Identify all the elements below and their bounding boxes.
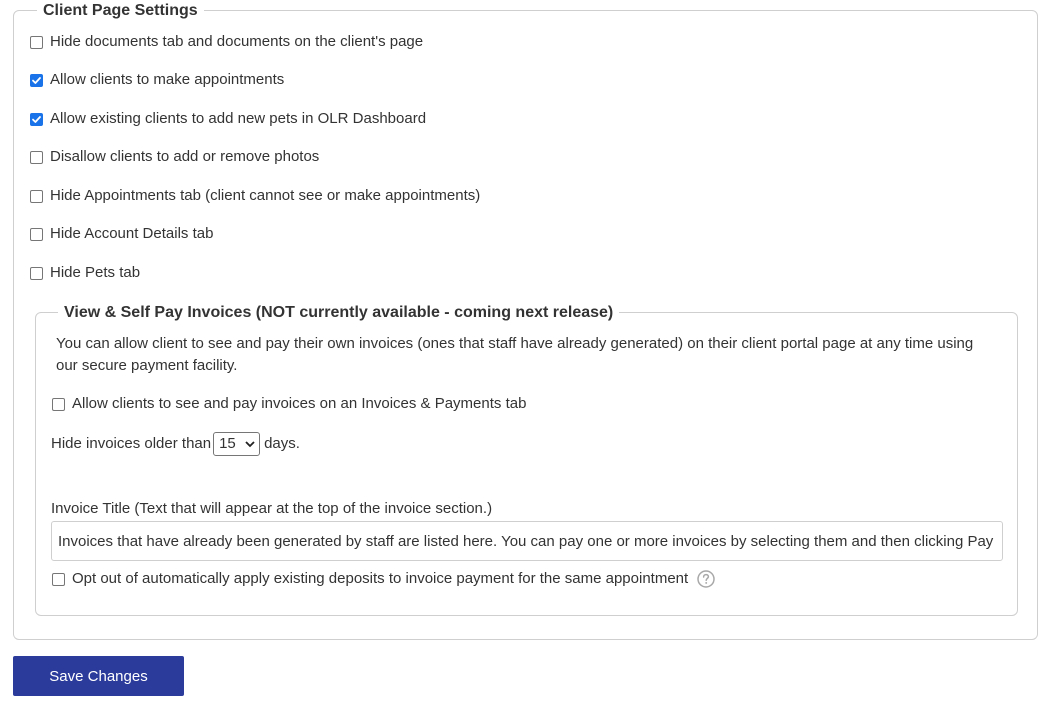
hide-appointments-tab-label: Hide Appointments tab (client cannot see or make appointments) xyxy=(50,187,481,204)
opt-out-deposits-label: Opt out of automatically apply existing deposits to invoice payment for the same appointment xyxy=(72,570,689,587)
hide-documents-checkbox[interactable] xyxy=(30,36,43,49)
invoices-description: You can allow client to see and pay their own invoices (ones that staff have already generated) on their client portal page at any time using our secure payment facility. xyxy=(56,335,974,374)
hide-older-invoices-row xyxy=(51,432,300,456)
hide-account-details-option[interactable] xyxy=(30,224,213,244)
client-page-settings-fieldset xyxy=(13,2,1038,640)
opt-out-deposits-option[interactable] xyxy=(52,569,715,589)
disallow-photos-option[interactable] xyxy=(30,147,319,167)
save-changes-button[interactable]: Save Changes xyxy=(13,656,184,696)
chevron-down-icon xyxy=(245,434,255,454)
allow-pay-invoices-option[interactable] xyxy=(52,394,526,414)
days-select-value: 15 xyxy=(219,435,236,452)
hide-pets-tab-checkbox[interactable] xyxy=(30,267,43,280)
hide-appointments-tab-option[interactable] xyxy=(30,186,480,206)
opt-out-deposits-checkbox[interactable] xyxy=(52,573,65,586)
hide-documents-option[interactable] xyxy=(30,32,423,52)
allow-pay-invoices-label: Allow clients to see and pay invoices on an Invoices & Payments tab xyxy=(72,395,527,412)
hide-pets-tab-label: Hide Pets tab xyxy=(50,264,141,281)
invoices-fieldset xyxy=(35,304,1018,616)
invoice-title-label: Invoice Title (Text that will appear at the top of the invoice section.) xyxy=(51,500,493,517)
hide-documents-label: Hide documents tab and documents on the client's page xyxy=(50,33,424,50)
client-page-settings-legend: Client Page Settings xyxy=(37,1,204,21)
days-select[interactable] xyxy=(213,432,260,456)
allow-add-pets-checkbox[interactable] xyxy=(30,113,43,126)
hide-account-details-label: Hide Account Details tab xyxy=(50,225,214,242)
hide-pets-tab-option[interactable] xyxy=(30,263,140,283)
allow-appointments-checkbox[interactable] xyxy=(30,74,43,87)
allow-appointments-label: Allow clients to make appointments xyxy=(50,71,285,88)
allow-add-pets-option[interactable] xyxy=(30,109,426,129)
invoices-legend: View & Self Pay Invoices (NOT currently available - coming next release) xyxy=(58,303,619,323)
disallow-photos-label: Disallow clients to add or remove photos xyxy=(50,148,320,165)
disallow-photos-checkbox[interactable] xyxy=(30,151,43,164)
allow-pay-invoices-checkbox[interactable] xyxy=(52,398,65,411)
hide-appointments-tab-checkbox[interactable] xyxy=(30,190,43,203)
hide-account-details-checkbox[interactable] xyxy=(30,228,43,241)
question-circle-icon[interactable] xyxy=(697,570,715,588)
hide-older-suffix: days. xyxy=(264,435,300,452)
invoice-title-input[interactable] xyxy=(51,521,1003,561)
hide-older-prefix: Hide invoices older than xyxy=(51,435,212,452)
allow-appointments-option[interactable] xyxy=(30,70,284,90)
allow-add-pets-label: Allow existing clients to add new pets in OLR Dashboard xyxy=(50,110,427,127)
